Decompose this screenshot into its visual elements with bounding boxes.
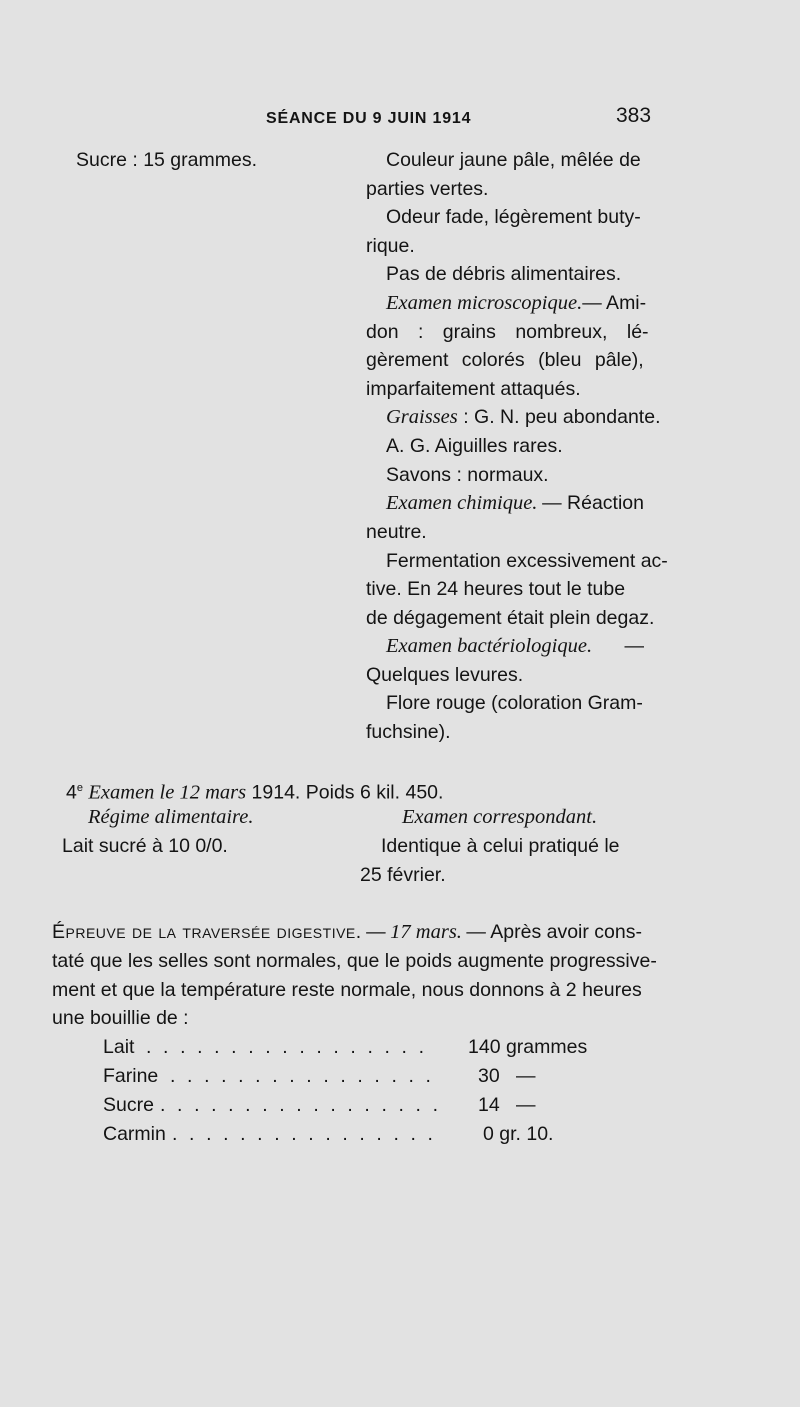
text-line: imparfaitement attaqués. [366,378,581,400]
exam-date: Examen le 12 mars [88,781,247,804]
leader-dots: . . . . . . . . . . . . . . . . . [160,1094,442,1116]
ordinal-suffix: e [76,782,83,794]
text-line: Identique à celui pratiqué le [381,835,620,857]
text-line: parties vertes. [366,178,489,200]
text-line: Odeur fade, légèrement buty- [386,206,641,228]
text-line: fuchsine). [366,721,451,743]
text-line: rique. [366,235,415,257]
exam-correspondent-title: Examen correspondant. [402,806,598,828]
bacteriology-heading-line [386,634,644,658]
exam-4-line [66,776,443,805]
ingredient-quantity: 140 grammes [468,1036,588,1058]
text-line: gèrement colorés (bleu pâle), [366,349,644,371]
page-number: 383 [616,104,652,127]
ingredient-quantity: 0 gr. 10. [483,1123,554,1145]
running-header: SÉANCE DU 9 JUIN 1914 [266,110,472,127]
ingredient-quantity: 30 — [478,1065,536,1087]
sugar-quantity: Sucre : 15 grammes. [76,149,257,171]
text-span: — Ami- [582,292,647,314]
text-span: — [624,635,644,657]
text-line: Pas de débris alimentaires. [386,263,622,285]
text-line: Flore rouge (coloration Gram- [386,692,643,714]
leader-dots: . . . . . . . . . . . . . . . . [170,1065,435,1087]
exam-weight: 1914. Poids 6 kil. 450. [251,781,444,804]
microscopy-heading-line [386,291,647,315]
chemistry-heading-line [386,491,644,515]
epreuve-heading: Épreuve de la traversée digestive. [52,921,362,943]
text-line: 25 février. [360,864,446,886]
text-span: : G. N. peu abondante. [463,406,661,428]
leader-dots: . . . . . . . . . . . . . . . . . [146,1036,428,1058]
microscopy-heading: Examen microscopique. [386,292,583,314]
exam-ordinal: 4 [66,781,77,804]
epreuve-date: 17 mars. [390,921,462,943]
regime-title: Régime alimentaire. [88,806,254,828]
text-span: Couleur jaune pâle, mêlée de [386,149,641,171]
fats-line [386,405,661,429]
epreuve-line-1 [52,920,642,944]
text-span: — Après avoir cons- [466,921,642,943]
text-line: Fermentation excessivement ac- [386,550,668,572]
text-line: Savons : normaux. [386,464,549,486]
ingredient-name: Sucre [103,1094,154,1116]
text-line: tive. En 24 heures tout le tube [366,578,626,600]
text-line: ment et que la température reste normale, nous donnons à 2 heures [52,979,642,1001]
chemistry-heading: Examen chimique. [386,492,538,514]
ingredient-name: Farine [103,1065,159,1087]
leader-dots: . . . . . . . . . . . . . . . . [172,1123,437,1145]
bacteriology-heading: Examen bactériologique. [386,635,593,657]
text-line: Quelques levures. [366,664,524,686]
ingredient-name: Carmin [103,1123,166,1145]
regime-text: Lait sucré à 10 0/0. [62,835,228,857]
text-line: neutre. [366,521,427,543]
dash: — [366,921,386,943]
text-line: une bouillie de : [52,1007,189,1029]
ingredient-name: Lait [103,1036,135,1058]
text-line: A. G. Aiguilles rares. [386,435,563,457]
text-line: taté que les selles sont normales, que le poids augmente progressive- [52,950,657,972]
fats-label: Graisses [386,406,458,428]
text-line: de dégagement était plein degaz. [366,607,655,629]
text-span: — Réaction [542,492,644,514]
text-line [386,148,644,172]
text-line: don : grains nombreux, lé- [366,321,649,343]
ingredient-quantity: 14 — [478,1094,536,1116]
